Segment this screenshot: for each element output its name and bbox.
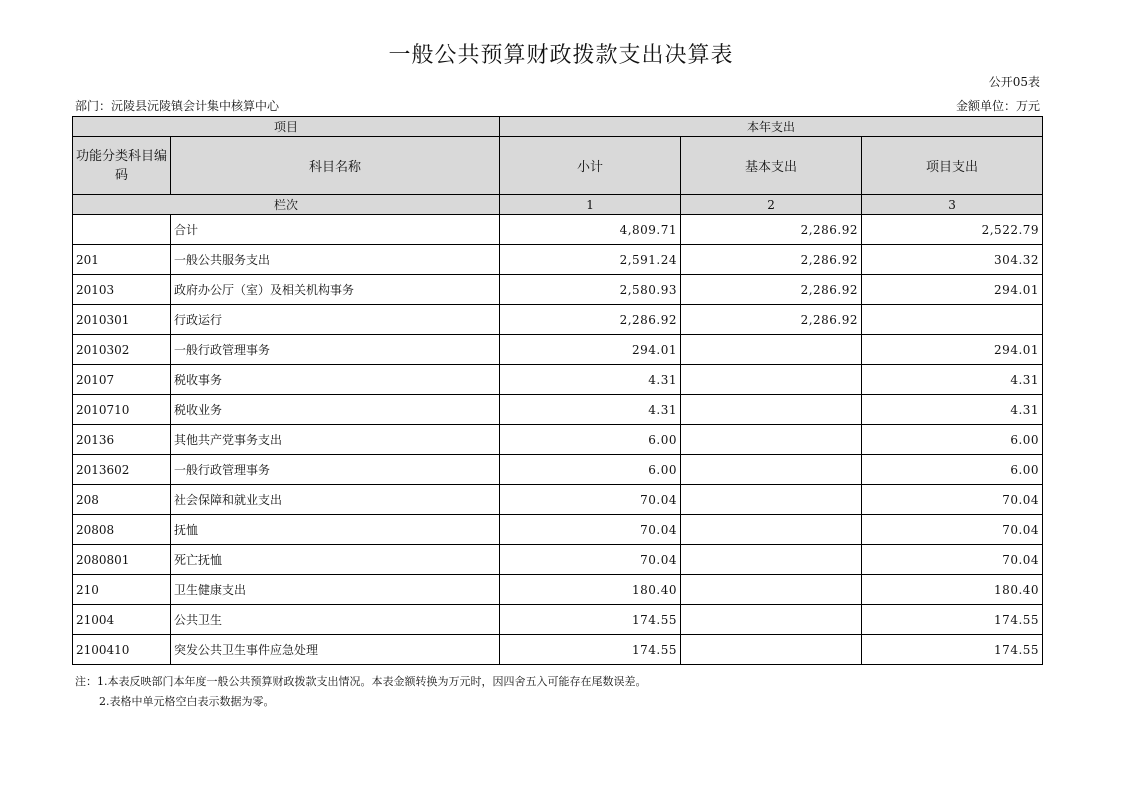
department-label: 部门：沅陵县沅陵镇会计集中核算中心 [75, 99, 280, 113]
row-name-cell: 一般行政管理事务 [171, 335, 500, 365]
row-basic-cell [681, 425, 862, 455]
row-code-cell: 210 [73, 575, 171, 605]
header-row-2 [73, 137, 1043, 195]
row-project-cell: 180.40 [862, 575, 1043, 605]
table-row [73, 605, 1043, 635]
row-basic-cell [681, 395, 862, 425]
row-subtotal-cell: 4,809.71 [500, 215, 681, 245]
row-name-cell: 税收业务 [171, 395, 500, 425]
row-basic-cell [681, 635, 862, 665]
row-subtotal-cell: 180.40 [500, 575, 681, 605]
row-basic-cell [681, 515, 862, 545]
row-name-cell: 社会保障和就业支出 [171, 485, 500, 515]
row-subtotal-cell: 70.04 [500, 485, 681, 515]
row-code-cell: 20103 [73, 275, 171, 305]
row-name-cell: 政府办公厅（室）及相关机构事务 [171, 275, 500, 305]
row-project-cell: 2,522.79 [862, 215, 1043, 245]
table-row [73, 425, 1043, 455]
footnotes [75, 672, 647, 712]
row-name-cell: 一般行政管理事务 [171, 455, 500, 485]
func-code-header: 功能分类科目编码 [73, 137, 171, 195]
page-title: 一般公共预算财政拨款支出决算表 [388, 43, 734, 68]
table-code: 公开05表 [988, 75, 1040, 89]
row-project-cell: 70.04 [862, 485, 1043, 515]
row-project-cell [862, 305, 1043, 335]
row-code-cell: 2010301 [73, 305, 171, 335]
table-row [73, 245, 1043, 275]
row-basic-cell: 2,286.92 [681, 245, 862, 275]
row-basic-cell: 2,286.92 [681, 215, 862, 245]
row-name-cell: 行政运行 [171, 305, 500, 335]
row-basic-cell [681, 545, 862, 575]
table-row [73, 335, 1043, 365]
row-project-cell: 4.31 [862, 395, 1043, 425]
row-name-cell: 抚恤 [171, 515, 500, 545]
column-order-header: 栏次 [73, 195, 500, 215]
project-header: 项目 [73, 117, 500, 137]
row-code-cell: 2013602 [73, 455, 171, 485]
row-project-cell: 6.00 [862, 425, 1043, 455]
row-basic-cell [681, 485, 862, 515]
row-subtotal-cell: 70.04 [500, 515, 681, 545]
row-basic-cell: 2,286.92 [681, 305, 862, 335]
row-project-cell: 294.01 [862, 335, 1043, 365]
row-project-cell: 294.01 [862, 275, 1043, 305]
amount-unit-label: 金额单位：万元 [955, 99, 1040, 113]
row-name-cell: 公共卫生 [171, 605, 500, 635]
subject-name-header: 科目名称 [171, 137, 500, 195]
project-expenditure-header: 项目支出 [862, 137, 1043, 195]
row-name-cell: 合计 [171, 215, 500, 245]
header-row-1 [73, 117, 1043, 137]
row-project-cell: 70.04 [862, 515, 1043, 545]
row-subtotal-cell: 6.00 [500, 425, 681, 455]
row-code-cell: 201 [73, 245, 171, 275]
table-row [73, 305, 1043, 335]
row-subtotal-cell: 4.31 [500, 395, 681, 425]
row-project-cell: 174.55 [862, 635, 1043, 665]
row-code-cell: 21004 [73, 605, 171, 635]
row-basic-cell [681, 455, 862, 485]
row-subtotal-cell: 174.55 [500, 635, 681, 665]
row-basic-cell [681, 605, 862, 635]
table-row [73, 575, 1043, 605]
table-row [73, 395, 1043, 425]
row-project-cell: 6.00 [862, 455, 1043, 485]
row-code-cell: 2010302 [73, 335, 171, 365]
table-row [73, 455, 1043, 485]
row-basic-cell [681, 335, 862, 365]
basic-expenditure-header: 基本支出 [681, 137, 862, 195]
row-name-cell: 死亡抚恤 [171, 545, 500, 575]
row-name-cell: 卫生健康支出 [171, 575, 500, 605]
row-basic-cell [681, 365, 862, 395]
row-subtotal-cell: 70.04 [500, 545, 681, 575]
current-year-header: 本年支出 [500, 117, 1043, 137]
row-code-cell: 2080801 [73, 545, 171, 575]
row-basic-cell: 2,286.92 [681, 275, 862, 305]
header-row-3 [73, 195, 1043, 215]
row-code-cell: 2010710 [73, 395, 171, 425]
table-row [73, 545, 1043, 575]
footnote-2: 2.表格中单元格空白表示数据为零。 [99, 695, 275, 708]
table-row [73, 485, 1043, 515]
column-number-2: 2 [681, 195, 862, 215]
table-row [73, 365, 1043, 395]
row-subtotal-cell: 4.31 [500, 365, 681, 395]
footnote-1: 注：1.本表反映部门本年度一般公共预算财政拨款支出情况。本表金额转换为万元时，因四舍五入可能存在尾数误差。 [75, 675, 647, 688]
row-name-cell: 其他共产党事务支出 [171, 425, 500, 455]
row-code-cell [73, 215, 171, 245]
row-subtotal-cell: 6.00 [500, 455, 681, 485]
row-name-cell: 一般公共服务支出 [171, 245, 500, 275]
row-name-cell: 税收事务 [171, 365, 500, 395]
expenditure-table [72, 116, 1043, 665]
column-number-3: 3 [862, 195, 1043, 215]
table-row [73, 275, 1043, 305]
row-code-cell: 20808 [73, 515, 171, 545]
row-project-cell: 4.31 [862, 365, 1043, 395]
row-code-cell: 2100410 [73, 635, 171, 665]
row-project-cell: 304.32 [862, 245, 1043, 275]
row-subtotal-cell: 2,591.24 [500, 245, 681, 275]
row-project-cell: 174.55 [862, 605, 1043, 635]
table-row [73, 515, 1043, 545]
row-subtotal-cell: 2,580.93 [500, 275, 681, 305]
row-project-cell: 70.04 [862, 545, 1043, 575]
row-code-cell: 20107 [73, 365, 171, 395]
row-basic-cell [681, 575, 862, 605]
column-number-1: 1 [500, 195, 681, 215]
row-name-cell: 突发公共卫生事件应急处理 [171, 635, 500, 665]
subtotal-header: 小计 [500, 137, 681, 195]
table-body [73, 215, 1043, 665]
row-subtotal-cell: 2,286.92 [500, 305, 681, 335]
row-code-cell: 20136 [73, 425, 171, 455]
row-subtotal-cell: 174.55 [500, 605, 681, 635]
table-row [73, 635, 1043, 665]
row-subtotal-cell: 294.01 [500, 335, 681, 365]
table-row [73, 215, 1043, 245]
row-code-cell: 208 [73, 485, 171, 515]
